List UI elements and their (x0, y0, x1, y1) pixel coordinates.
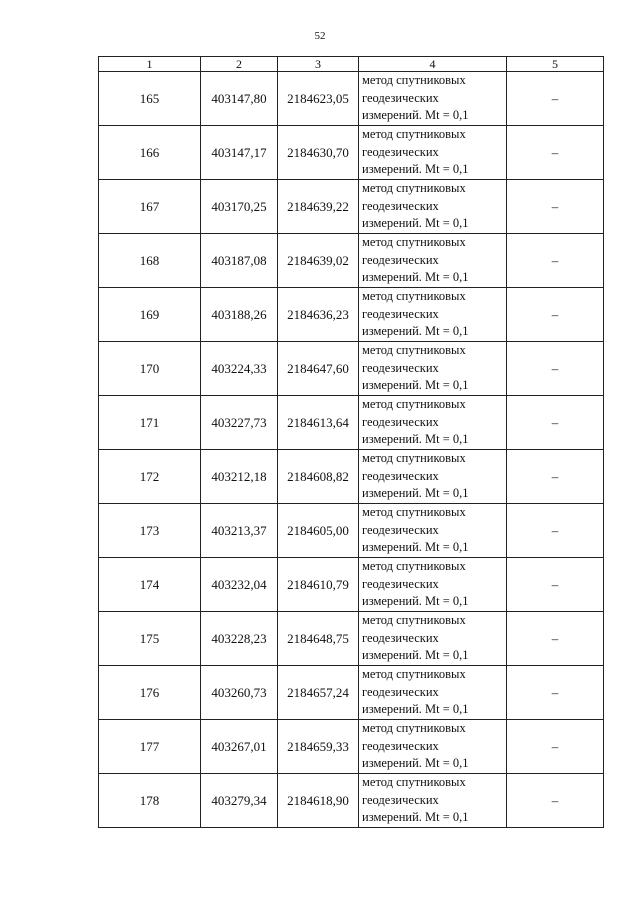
table-header-row (99, 57, 604, 72)
note-cell: – (507, 720, 604, 774)
x-coordinate-cell: 403212,18 (201, 450, 278, 504)
y-coordinate-cell: 2184618,90 (278, 774, 359, 828)
method-line: измерений. Mt = 0,1 (362, 216, 469, 231)
table-row (99, 612, 604, 666)
method-line: измерений. Mt = 0,1 (362, 594, 469, 609)
method-line: метод спутниковых (362, 721, 466, 736)
table-row (99, 774, 604, 828)
page-number: 52 (314, 30, 326, 42)
method-line: метод спутниковых (362, 559, 466, 574)
note-cell: – (507, 558, 604, 612)
method-cell (359, 342, 507, 396)
y-coordinate-cell: 2184630,70 (278, 126, 359, 180)
header-col-5: 5 (507, 57, 604, 72)
note-cell: – (507, 666, 604, 720)
method-cell (359, 288, 507, 342)
x-coordinate-cell: 403170,25 (201, 180, 278, 234)
x-coordinate-cell: 403267,01 (201, 720, 278, 774)
x-coordinate-cell: 403187,08 (201, 234, 278, 288)
method-cell (359, 126, 507, 180)
method-line: метод спутниковых (362, 343, 466, 358)
method-line: измерений. Mt = 0,1 (362, 648, 469, 663)
point-number-cell: 177 (99, 720, 201, 774)
y-coordinate-cell: 2184659,33 (278, 720, 359, 774)
point-number-cell: 173 (99, 504, 201, 558)
point-number-cell: 167 (99, 180, 201, 234)
method-line: метод спутниковых (362, 235, 466, 250)
method-line: геодезических (362, 198, 439, 213)
x-coordinate-cell: 403147,17 (201, 126, 278, 180)
y-coordinate-cell: 2184623,05 (278, 72, 359, 126)
method-cell (359, 234, 507, 288)
x-coordinate-cell: 403213,37 (201, 504, 278, 558)
point-number-cell: 172 (99, 450, 201, 504)
note-cell: – (507, 126, 604, 180)
x-coordinate-cell: 403232,04 (201, 558, 278, 612)
method-line: геодезических (362, 792, 439, 807)
table-row (99, 396, 604, 450)
method-cell (359, 720, 507, 774)
method-line: геодезических (362, 414, 439, 429)
y-coordinate-cell: 2184648,75 (278, 612, 359, 666)
method-line: геодезических (362, 576, 439, 591)
method-line: измерений. Mt = 0,1 (362, 810, 469, 825)
x-coordinate-cell: 403224,33 (201, 342, 278, 396)
method-line: измерений. Mt = 0,1 (362, 756, 469, 771)
table-row (99, 126, 604, 180)
method-cell (359, 558, 507, 612)
table-row (99, 558, 604, 612)
method-cell (359, 450, 507, 504)
point-number-cell: 168 (99, 234, 201, 288)
point-number-cell: 176 (99, 666, 201, 720)
method-line: метод спутниковых (362, 397, 466, 412)
method-line: геодезических (362, 738, 439, 753)
y-coordinate-cell: 2184647,60 (278, 342, 359, 396)
method-line: измерений. Mt = 0,1 (362, 540, 469, 555)
y-coordinate-cell: 2184639,22 (278, 180, 359, 234)
header-col-3: 3 (278, 57, 359, 72)
method-line: геодезических (362, 144, 439, 159)
method-line: геодезических (362, 684, 439, 699)
method-cell (359, 180, 507, 234)
method-line: измерений. Mt = 0,1 (362, 432, 469, 447)
table-row (99, 72, 604, 126)
header-col-2: 2 (201, 57, 278, 72)
note-cell: – (507, 72, 604, 126)
method-line: метод спутниковых (362, 667, 466, 682)
method-line: метод спутниковых (362, 613, 466, 628)
table-row (99, 342, 604, 396)
method-line: метод спутниковых (362, 775, 466, 790)
table-row (99, 504, 604, 558)
point-number-cell: 169 (99, 288, 201, 342)
x-coordinate-cell: 403228,23 (201, 612, 278, 666)
point-number-cell: 171 (99, 396, 201, 450)
method-line: метод спутниковых (362, 451, 466, 466)
table-body (99, 72, 604, 828)
method-line: измерений. Mt = 0,1 (362, 702, 469, 717)
x-coordinate-cell: 403147,80 (201, 72, 278, 126)
method-cell (359, 666, 507, 720)
point-number-cell: 174 (99, 558, 201, 612)
table-row (99, 234, 604, 288)
y-coordinate-cell: 2184657,24 (278, 666, 359, 720)
method-line: метод спутниковых (362, 505, 466, 520)
method-line: метод спутниковых (362, 127, 466, 142)
note-cell: – (507, 504, 604, 558)
point-number-cell: 165 (99, 72, 201, 126)
note-cell: – (507, 234, 604, 288)
header-col-4: 4 (359, 57, 507, 72)
point-number-cell: 175 (99, 612, 201, 666)
note-cell: – (507, 612, 604, 666)
method-line: геодезических (362, 630, 439, 645)
point-number-cell: 166 (99, 126, 201, 180)
method-line: геодезических (362, 468, 439, 483)
coordinates-table (98, 56, 604, 828)
method-cell (359, 612, 507, 666)
method-line: геодезических (362, 522, 439, 537)
method-line: измерений. Mt = 0,1 (362, 108, 469, 123)
table-row (99, 720, 604, 774)
method-line: метод спутниковых (362, 181, 466, 196)
y-coordinate-cell: 2184636,23 (278, 288, 359, 342)
note-cell: – (507, 774, 604, 828)
y-coordinate-cell: 2184613,64 (278, 396, 359, 450)
note-cell: – (507, 180, 604, 234)
method-cell (359, 396, 507, 450)
method-line: измерений. Mt = 0,1 (362, 324, 469, 339)
x-coordinate-cell: 403260,73 (201, 666, 278, 720)
table-row (99, 666, 604, 720)
method-line: метод спутниковых (362, 289, 466, 304)
method-line: геодезических (362, 360, 439, 375)
y-coordinate-cell: 2184608,82 (278, 450, 359, 504)
method-cell (359, 504, 507, 558)
x-coordinate-cell: 403188,26 (201, 288, 278, 342)
note-cell: – (507, 288, 604, 342)
header-col-1: 1 (99, 57, 201, 72)
method-line: геодезических (362, 90, 439, 105)
note-cell: – (507, 342, 604, 396)
method-line: измерений. Mt = 0,1 (362, 378, 469, 393)
method-cell (359, 72, 507, 126)
method-line: измерений. Mt = 0,1 (362, 162, 469, 177)
y-coordinate-cell: 2184639,02 (278, 234, 359, 288)
y-coordinate-cell: 2184610,79 (278, 558, 359, 612)
table-row (99, 180, 604, 234)
point-number-cell: 170 (99, 342, 201, 396)
method-cell (359, 774, 507, 828)
method-line: геодезических (362, 252, 439, 267)
note-cell: – (507, 450, 604, 504)
y-coordinate-cell: 2184605,00 (278, 504, 359, 558)
method-line: измерений. Mt = 0,1 (362, 270, 469, 285)
table-row (99, 288, 604, 342)
method-line: измерений. Mt = 0,1 (362, 486, 469, 501)
table-row (99, 450, 604, 504)
method-line: геодезических (362, 306, 439, 321)
x-coordinate-cell: 403227,73 (201, 396, 278, 450)
point-number-cell: 178 (99, 774, 201, 828)
method-line: метод спутниковых (362, 73, 466, 88)
x-coordinate-cell: 403279,34 (201, 774, 278, 828)
note-cell: – (507, 396, 604, 450)
